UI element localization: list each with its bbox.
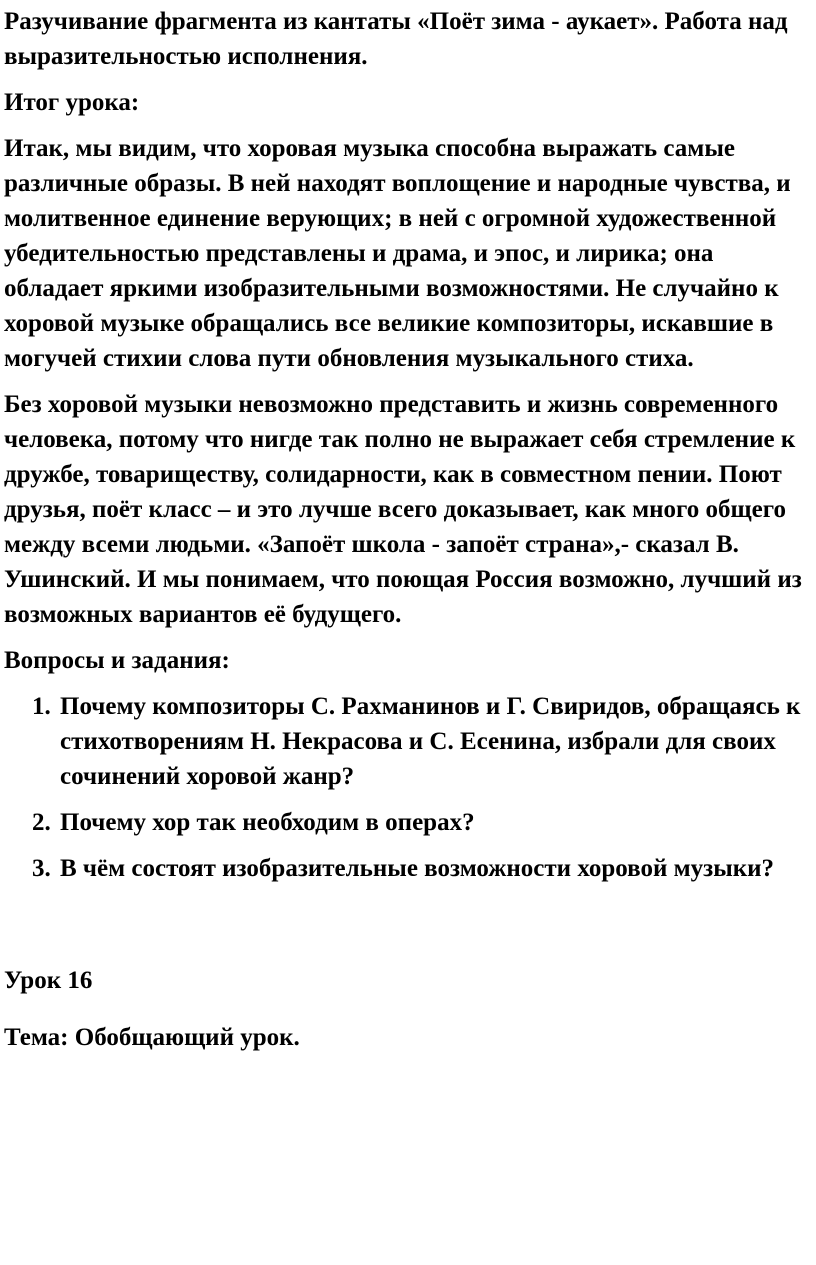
question-number: 3. bbox=[32, 855, 51, 882]
questions-list bbox=[4, 689, 810, 886]
question-text: В чём состоят изобразительные возможности хоровой музыки? bbox=[60, 855, 775, 882]
intro-paragraph: Разучивание фрагмента из кантаты «Поёт зима - аукает». Работа над выразительностью исполнения. bbox=[4, 8, 788, 70]
question-item bbox=[4, 689, 810, 794]
summary-heading: Итог урока: bbox=[4, 89, 140, 116]
summary-paragraph-1: Итак, мы видим, что хоровая музыка способна выражать самые различные образы. В ней находят воплощение и народные чувства, и молитвенное единение верующих; в ней с огромной художественной убедительностью представлены и драма, и эпос, и лирика; она обладает яркими изобразительными возможностями. Не случайно к хоровой музыке обращались все великие композиторы, искавшие в могучей стихии слова пути обновления музыкального стиха. bbox=[4, 135, 791, 372]
question-number: 1. bbox=[32, 693, 51, 720]
question-number: 2. bbox=[32, 809, 51, 836]
question-text: Почему композиторы С. Рахманинов и Г. Свиридов, обращаясь к стихотворениям Н. Некрасова и С. Есенина, избрали для своих сочинений хоровой жанр? bbox=[60, 693, 801, 790]
summary-paragraph-2: Без хоровой музыки невозможно представить и жизнь современного человека, потому что нигде так полно не выражает себя стремление к дружбе, товариществу, солидарности, как в совместном пении. Поют друзья, поёт класс – и это лучше всего доказывает, как много общего между всеми людьми. «Запоёт школа - запоёт страна»,- сказал В. Ушинский. И мы понимаем, что поющая Россия возможно, лучший из возможных вариантов её будущего. bbox=[4, 391, 802, 628]
question-item bbox=[4, 805, 810, 840]
question-text: Почему хор так необходим в операх? bbox=[60, 809, 475, 836]
question-item bbox=[4, 851, 810, 886]
lesson-topic: Тема: Обобщающий урок. bbox=[4, 1024, 300, 1051]
lesson-number: Урок 16 bbox=[4, 967, 93, 994]
questions-heading: Вопросы и задания: bbox=[4, 647, 230, 674]
